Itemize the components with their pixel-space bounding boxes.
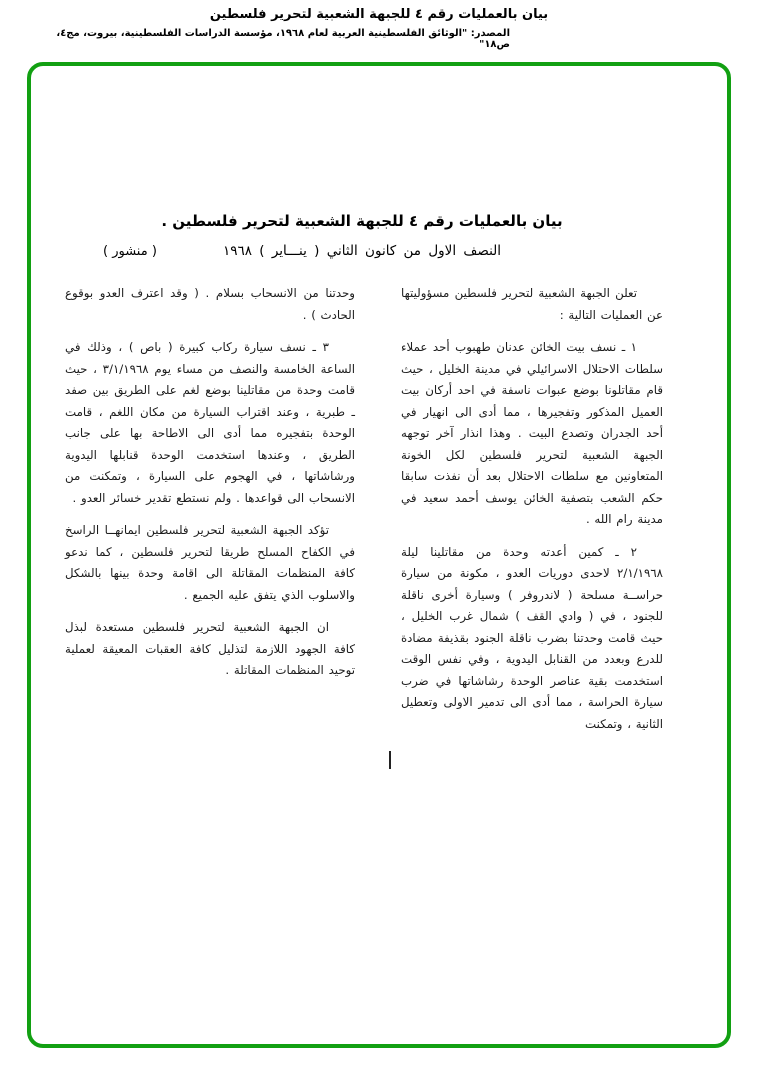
scan-artifact-mark [389,751,391,769]
paragraph-intro: تعلن الجبهة الشعبية لتحرير فلسطين مسؤوليتها عن العمليات التالية : [401,286,663,322]
text-columns [61,283,663,735]
paragraph-operation-2-continued: وحدتنا من الانسحاب بسلام . ( وقد اعترف العدو بوقوع الحادث ) . [65,286,355,322]
paragraph-closing: ان الجبهة الشعبية لتحرير فلسطين مستعدة لبذل كافة الجهود اللازمة لتذليل كافة العقبات المعيقة لعملية توحيد المنظمات المقاتلة . [65,620,355,677]
column-left [65,283,355,735]
document-page [31,66,727,1044]
paragraph-operation-2: ٢ ـ كمين أعدته وحدة من مقاتلينا ليلة ٢/١/١٩٦٨ لاحدى دوريات العدو ، مكونة من سيارة حراســة مسلحة ( لاندروفر ) وسيارة أخرى ناقلة للجنود ، في ( وادي القف ) شمال غرب الخليل ، حيث قامت وحدتنا بضرب ناقلة الجنود بقذيفة مضادة للدرع وبعدد من القنابل اليدوية ، وفي نفس الوقت استخدمت بقية عناصر الوحدة رشاشاتها في ضرب سيارة الحراسة ، مما أدى الى تدمير الاولى وتعطيل الثانية ، وتمكنت [401,544,663,731]
column-right [401,283,663,735]
document-scan-frame [27,62,731,1048]
paragraph-operation-3: ٣ ـ نسف سيارة ركاب كبيرة ( باص ) ، وذلك في الساعة الخامسة والنصف من مساء يوم ٣/١/١٩٦٨ ، حيث قامت وحدة من مقاتلينا بوضع لغم على الطريق بين صفد ـ طبرية ، وعند اقتراب السيارة من مكان اللغم ، قامت الوحدة بتفجيره مما أدى الى الاطاحة بها على جانب الطريق ، وعندها استخدمت الوحدة قنابلها اليدوية ورشاشاتها ، في الهجوم على السيارة ، وتمكنت من الانسحاب الى قواعدها . ولم نستطع تقدير خسائر العدو . [65,340,355,505]
document-title: بيان بالعمليات رقم ٤ للجبهة الشعبية لتحرير فلسطين . [161,212,563,230]
document-subtitle-row [61,243,663,265]
page-header [0,0,758,50]
paragraph-operation-1: ١ ـ نسف بيت الخائن عدنان طهبوب أحد عملاء سلطات الاحتلال الاسرائيلي في مدينة الخليل ، حيث قام مقاتلونا بوضع عبوات ناسفة في احد أركان بيت العميل المذكور وتفجيرها ، مما أدى الى انهيار في أحد الجدران وتصدع البيت . وهذا انذار آخر توجهه الجبهة الشعبية لتحرير فلسطين لكل الخونة المتعاونين مع سلطات الاحتلال بعد أن نفذت سابقا حكم الشعب بتصفية الخائن يوسف أحمد سعيد في مدينة رام الله . [401,340,663,526]
source-citation: المصدر: "الوثائق الفلسطينية العربية لعام ١٩٦٨، مؤسسة الدراسات الفلسطينية، بيروت، مج٤، ص١٨" [56,28,510,50]
document-date-line: النصف الاول من كانون الثاني ( ينـــاير ) ١٩٦٨ [222,243,502,259]
paragraph-affirmation: تؤكد الجبهة الشعبية لتحرير فلسطين ايمانهــا الراسخ في الكفاح المسلح طريقا لتحرير فلسطين ، كما ندعو كافة المنظمات المقاتلة الى اقامة وحدة بينها بالشكل والاسلوب الذي يتفق عليه الجميع . [65,523,355,602]
published-note: ( منشور ) [103,244,157,259]
page-title: بيان بالعمليات رقم ٤ للجبهة الشعبية لتحرير فلسطين [209,7,549,22]
